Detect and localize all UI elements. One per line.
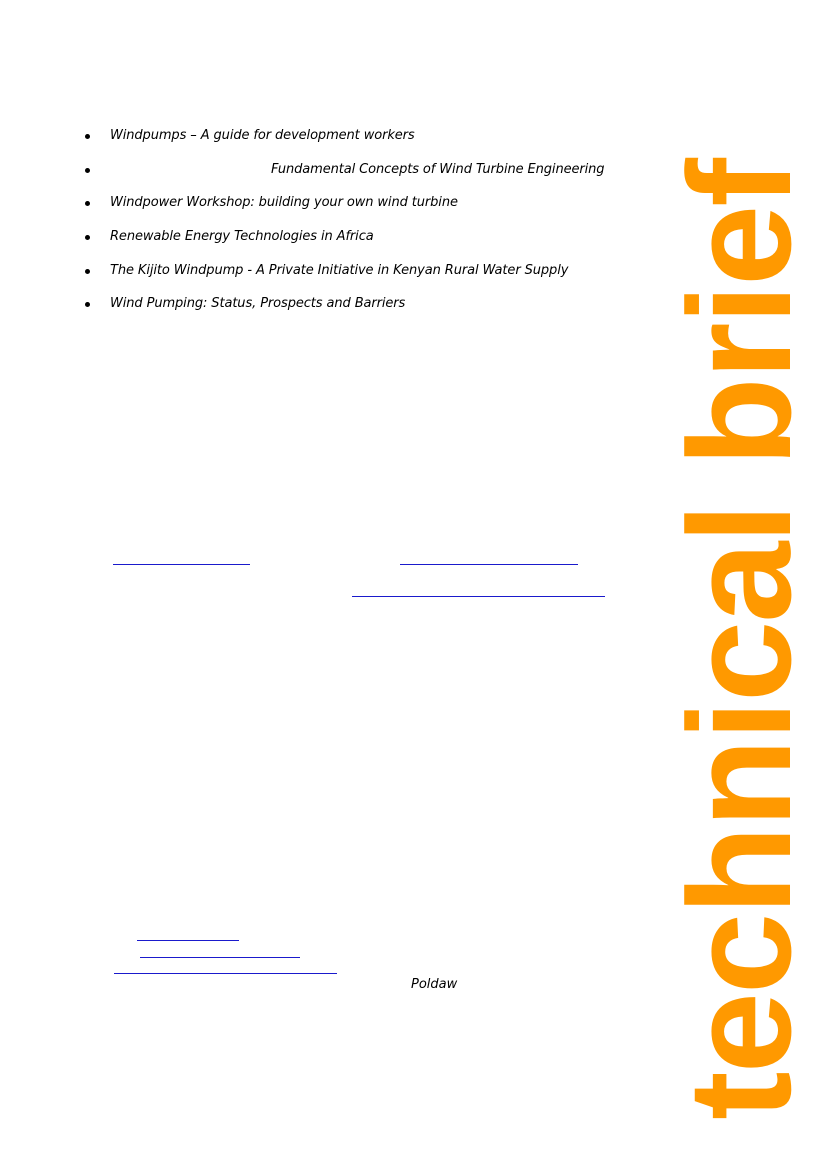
- hyperlink-underline[interactable]: [114, 973, 337, 974]
- reference-title: Windpower Workshop: building your own wind turbine: [110, 195, 458, 210]
- bullet-icon: [85, 168, 90, 173]
- hyperlink-underline[interactable]: [137, 940, 239, 941]
- bullet-icon: [85, 235, 90, 240]
- list-item: [0, 162, 640, 182]
- poldaw-label: Poldaw: [411, 977, 458, 992]
- reference-title: Fundamental Concepts of Wind Turbine Engineering: [271, 162, 605, 177]
- list-item: [0, 229, 640, 249]
- reference-title: Renewable Energy Technologies in Africa: [110, 229, 374, 244]
- bullet-icon: [85, 134, 90, 139]
- hyperlink-underline[interactable]: [400, 564, 578, 565]
- bullet-icon: [85, 302, 90, 307]
- hyperlink-underline[interactable]: [113, 564, 250, 565]
- reference-title: Windpumps – A guide for development workers: [110, 128, 415, 143]
- list-item: [0, 195, 640, 215]
- bullet-icon: [85, 269, 90, 274]
- bullet-icon: [85, 201, 90, 206]
- hyperlink-underline[interactable]: [140, 957, 300, 958]
- list-item: [0, 128, 640, 148]
- technical-brief-banner: technical brief: [658, 160, 821, 1120]
- list-item: [0, 296, 640, 316]
- list-item: [0, 263, 640, 283]
- reference-title: The Kijito Windpump - A Private Initiative in Kenyan Rural Water Supply: [110, 263, 569, 278]
- hyperlink-underline[interactable]: [352, 596, 605, 597]
- reference-title: Wind Pumping: Status, Prospects and Barriers: [110, 296, 406, 311]
